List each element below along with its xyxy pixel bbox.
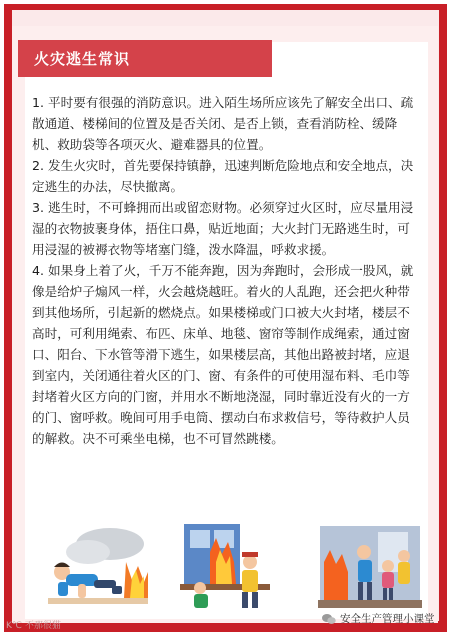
firefighter-rescue-illustration — [180, 522, 270, 614]
paragraph-2: 2. 发生火灾时，首先要保持镇静，迅速判断危险地点和安全地点，决定逃生的办法，尽快撤离。 — [32, 158, 414, 194]
page-title: 火灾逃生常识 — [34, 50, 131, 68]
article-body — [32, 92, 421, 449]
family-evacuation-illustration — [318, 522, 422, 614]
paragraph-4: 4. 如果身上着了火，千万不能奔跑，因为奔跑时，会形成一股风，就像是给炉子煽风一样，火会越烧越旺。着火的人乱跑，还会把火种带到其他场所，引起新的燃烧点。如果楼梯或门口被大火封堵，楼层不高时，可利用绳索、布匹、床单、地毯、窗帘等制作成绳索，通过窗口、阳台、下水管等滑下逃生，如果楼层高，其他出路被封堵，应退到室内，关闭通往着火区的门、窗、有条件的可使用湿布料、毛巾等封堵着火区方向的门窗，并用水不断地浇湿，同时靠近没有火的一方的门、窗呼救。晚间可用手电筒、摆动白布求救信号，等待救护人员的解救。决不可乘坐电梯，也不可冒然跳楼。 — [32, 263, 414, 446]
watermark-right-text: 安全生产管理小课堂 — [340, 613, 435, 625]
crawling-escape-illustration — [40, 522, 150, 614]
title-bar — [18, 40, 272, 77]
paragraph-3: 3. 逃生时，不可蜂拥而出或留恋财物。必须穿过火区时，应尽量用浸湿的衣物披裹身体，捂住口鼻，贴近地面；大火封门无路逃生时，可用浸湿的被褥衣物等堵塞门缝，泼水降温，呼救求援。 — [32, 200, 414, 257]
wechat-icon — [322, 613, 336, 625]
watermark-left: K℃ 不那很猫 — [6, 621, 61, 631]
paragraph-1: 1. 平时要有很强的消防意识。进入陌生场所应该先了解安全出口、疏散通道、楼梯间的位置及是否关闭、是否上锁，查看消防栓、缓降机、救助袋等各项灭火、避难器具的位置。 — [32, 95, 414, 152]
watermark-source — [322, 611, 435, 626]
